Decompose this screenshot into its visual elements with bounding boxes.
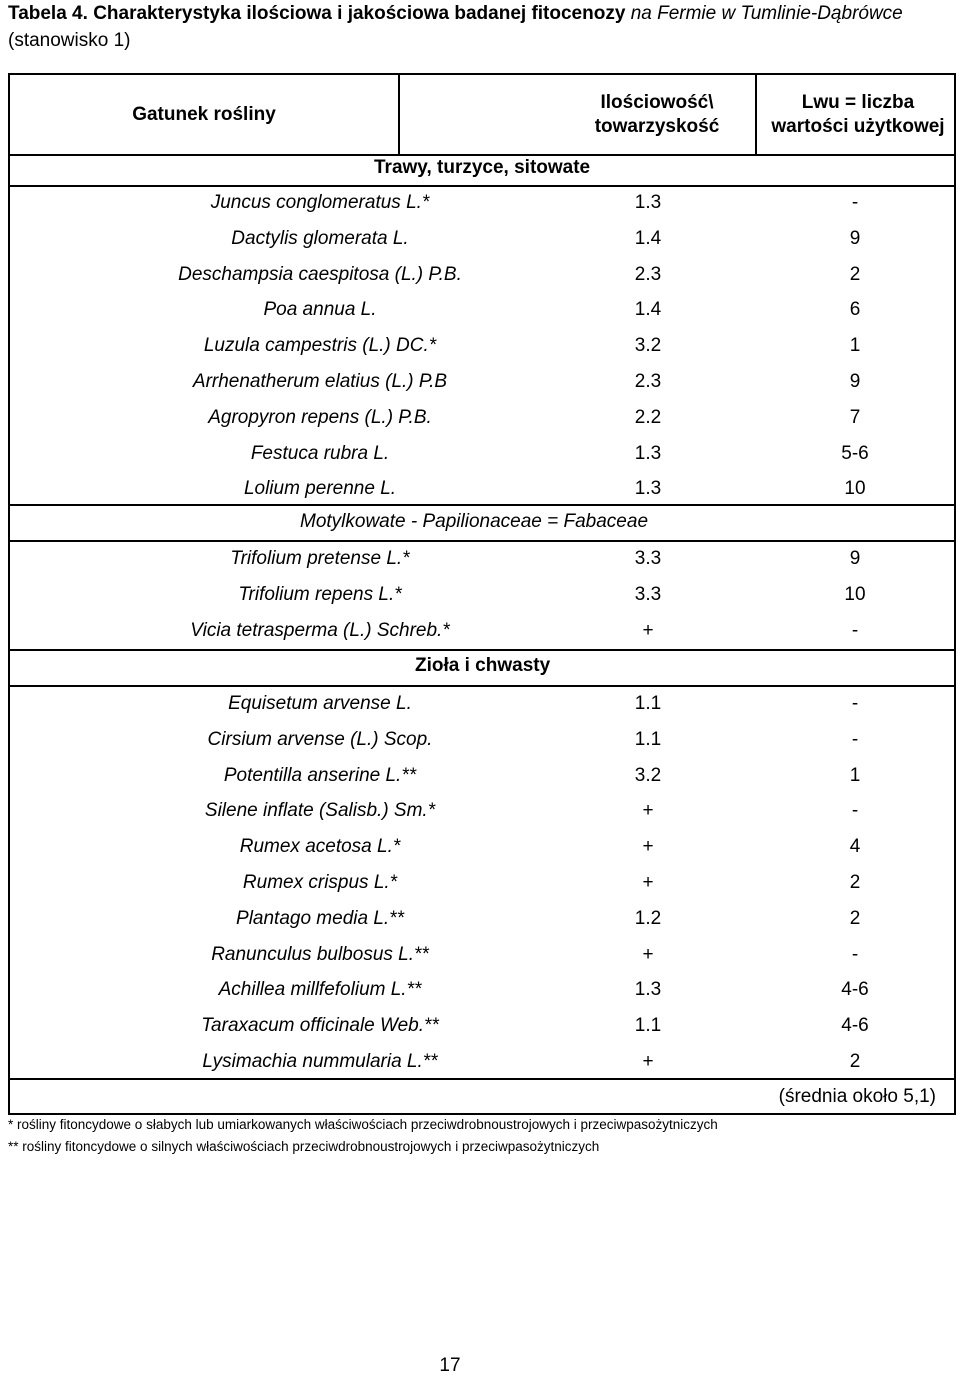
species-table [8,73,956,1115]
abundance-value: + [642,943,654,965]
lwu-value: - [851,192,859,213]
table-row [10,541,954,577]
abundance-value: 2.3 [634,371,662,392]
table-row [10,364,954,400]
table-row [10,221,954,257]
lwu-value: - [851,619,859,641]
header-abundance: Ilościowość\ towarzyskość [594,91,720,137]
lwu-value: 2 [849,872,861,893]
table-caption [8,0,948,54]
table-row [10,972,954,1008]
abundance-value: 3.3 [634,583,662,605]
header-divider [398,75,400,154]
lwu-value: - [851,800,859,822]
table-row [10,686,954,722]
table-row [10,793,954,829]
species-name: Festuca rubra L. [250,442,390,464]
abundance-value: 1.3 [634,192,662,213]
table-row [10,758,954,794]
abundance-value: 1.3 [634,478,662,500]
table-row [10,829,954,865]
header-lwu: Lwu = liczba wartości użytkowej [771,91,945,137]
lwu-value: 10 [844,583,866,605]
abundance-value: 3.2 [634,764,662,786]
category-grasses: Trawy, turzyce, sitowate [374,157,591,178]
species-name: Equisetum arvense L. [228,693,412,714]
species-name: Cirsium arvense (L.) Scop. [207,728,433,750]
lwu-value: 9 [849,371,861,392]
abundance-value: 1.4 [634,299,662,321]
table-row [10,613,954,649]
lwu-value: 6 [849,299,861,321]
species-name: Silene inflate (Salisb.) Sm.* [204,800,436,822]
lwu-value: 1 [849,335,861,357]
species-name: Plantago media L.** [236,907,404,929]
header-divider [755,75,757,154]
table-row [10,185,954,221]
species-name: Taraxacum officinale Web.** [201,1015,439,1037]
lwu-value: 2 [849,1051,861,1072]
table-title-site: (stanowisko 1) [8,30,131,51]
lwu-value: 9 [849,227,861,249]
species-name: Deschampsia caespitosa (L.) P.B. [178,263,462,285]
table-row [10,722,954,758]
lwu-value: 4-6 [841,1015,869,1037]
lwu-value: 9 [849,548,861,569]
species-name: Rumex crispus L.* [242,872,398,893]
abundance-value: 2.2 [634,406,662,428]
species-name: Trifolium repens L.* [238,583,402,605]
table-row [10,1008,954,1044]
species-name: Poa annua L. [263,299,377,321]
average-value: (średnia około 5,1) [778,1086,936,1107]
lwu-value: 10 [844,478,866,500]
lwu-value: 4-6 [841,979,869,1001]
lwu-value: 1 [849,764,861,786]
footnote-double-star: ** rośliny fitoncydowe o silnych właściwościach przeciwdrobnoustrojowych i przeciwpasożytniczych [8,1139,600,1154]
lwu-value: - [851,728,859,750]
species-name: Potentilla anserine L.** [223,764,417,786]
species-name: Arrhenatherum elatius (L.) P.B [192,371,448,392]
category-legumes: Motylkowate - Papilionaceae = Fabaceae [300,511,649,532]
lwu-value: 4 [849,836,861,858]
lwu-value: 7 [849,406,861,428]
species-name: Luzula campestris (L.) DC.* [203,335,437,357]
table-row [10,577,954,613]
abundance-value: 1.1 [634,728,662,750]
lwu-value: 2 [849,263,861,285]
table-title: Charakterystyka ilościowa i jakościowa badanej fitocenozy [93,3,626,24]
abundance-value: 1.2 [634,907,662,929]
lwu-value: 2 [849,907,861,929]
abundance-value: 1.1 [634,1015,662,1037]
table-row [10,257,954,293]
species-name: Ranunculus bulbosus L.** [211,943,429,965]
table-row [10,292,954,328]
table-row [10,400,954,436]
table-row [10,471,954,507]
table-row [10,937,954,973]
species-name: Dactylis glomerata L. [231,227,409,249]
abundance-value: + [642,1051,654,1072]
table-title-location: na Fermie w Tumlinie-Dąbrówce [630,3,903,24]
abundance-value: 3.3 [634,548,662,569]
species-name: Juncus conglomeratus L.* [210,192,430,213]
lwu-value: 5-6 [841,442,869,464]
header-species: Gatunek rośliny [132,103,276,125]
table-label: Tabela 4. [8,3,88,24]
lwu-value: - [851,693,859,714]
abundance-value: + [642,872,654,893]
lwu-value: - [851,943,859,965]
category-herbs: Zioła i chwasty [415,655,551,676]
abundance-value: + [642,836,654,858]
abundance-value: 1.3 [634,442,662,464]
abundance-value: + [642,800,654,822]
abundance-value: + [642,619,654,641]
species-name: Rumex acetosa L.* [239,836,401,858]
table-row [10,901,954,937]
species-name: Achillea millfefolium L.** [218,979,422,1001]
footnote-single-star: * rośliny fitoncydowe o słabych lub umiarkowanych właściwościach przeciwdrobnoustrojowych i przeciwpasożytniczych [8,1117,718,1132]
table-row [10,1044,954,1080]
abundance-value: 2.3 [634,263,662,285]
page-number: 17 [439,1355,461,1376]
abundance-value: 3.2 [634,335,662,357]
table-row [10,436,954,472]
abundance-value: 1.1 [634,693,662,714]
abundance-value: 1.4 [634,227,662,249]
species-name: Vicia tetrasperma (L.) Schreb.* [190,619,450,641]
species-name: Lolium perenne L. [243,478,397,500]
species-name: Agropyron repens (L.) P.B. [208,406,432,428]
table-row [10,328,954,364]
table-row [10,865,954,901]
abundance-value: 1.3 [634,979,662,1001]
species-name: Lysimachia nummularia L.** [202,1051,438,1072]
bottom-rule [10,1078,954,1080]
species-name: Trifolium pretense L.* [230,548,410,569]
